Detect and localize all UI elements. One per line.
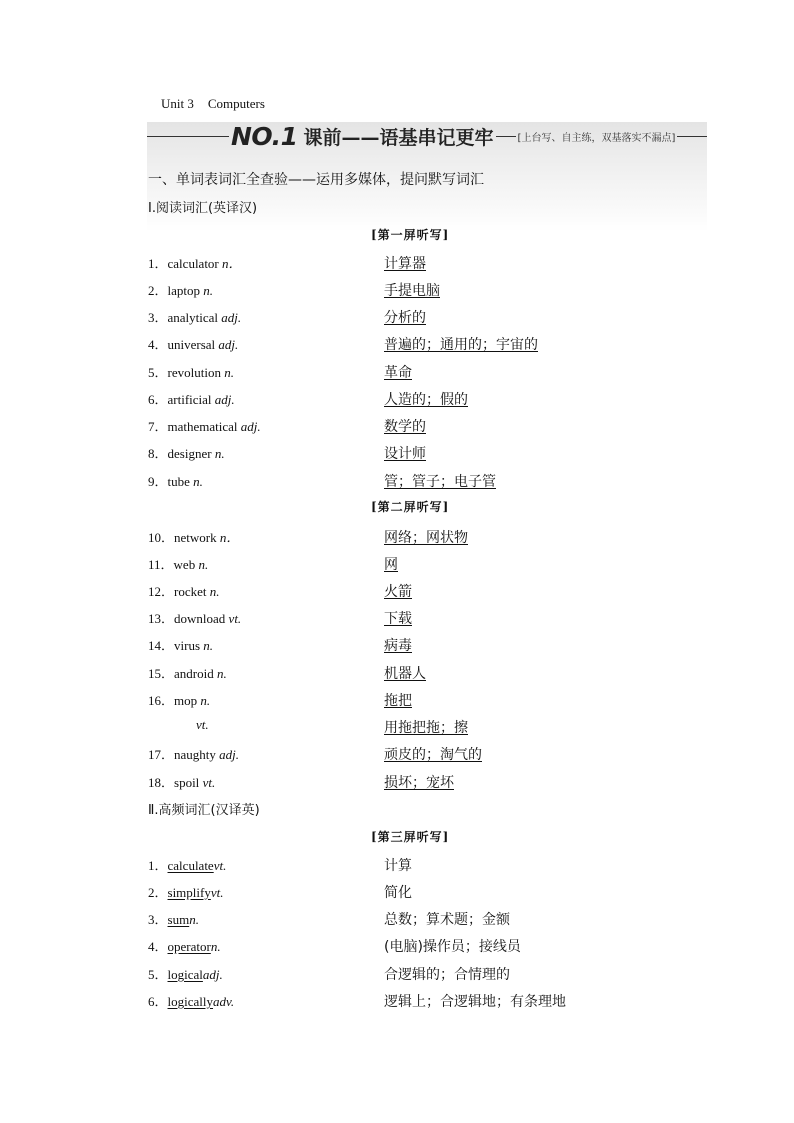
- part-of-speech: adj.: [214, 392, 235, 407]
- banner-number: NO.1: [231, 121, 298, 151]
- section-heading: 一、单词表词汇全查验——运用多媒体，提问默写词汇: [148, 172, 484, 188]
- vocab-answer: 人造的；假的: [384, 392, 468, 408]
- vocab-entry: [148, 280, 213, 299]
- vocab-entry: [148, 991, 234, 1010]
- vocab-answer: 顽皮的；淘气的: [384, 747, 482, 763]
- vocab-word: artificial: [167, 392, 212, 407]
- vocab-word: simplify: [167, 885, 211, 900]
- vocab-answer: 手提电脑: [384, 283, 440, 299]
- vocab-row: [0, 772, 794, 792]
- part-of-speech: vt.: [196, 717, 209, 732]
- section-banner: [147, 122, 707, 150]
- vocab-row: [0, 635, 794, 655]
- vocab-row: [0, 389, 794, 409]
- item-number: 1．: [148, 858, 168, 873]
- vocab-word: mathematical: [167, 419, 238, 434]
- vocab-row: [0, 334, 794, 354]
- vocab-row: [0, 936, 794, 956]
- vocab-word: universal: [167, 337, 216, 352]
- item-number: 15．: [148, 666, 175, 681]
- item-number: 6．: [148, 392, 168, 407]
- vocab-entry: [148, 554, 208, 573]
- vocab-word: web: [173, 557, 196, 572]
- vocab-entry: [148, 909, 199, 928]
- part-of-speech: n.: [203, 283, 214, 298]
- item-number: 7．: [148, 419, 168, 434]
- vocab-answer: 网: [384, 557, 398, 573]
- unit-number: Unit 3: [161, 96, 194, 111]
- vocab-row: [0, 663, 794, 683]
- vocab-entry: [148, 389, 235, 408]
- item-number: 18．: [148, 775, 175, 790]
- vocab-word: designer: [167, 446, 212, 461]
- item-number: 3．: [148, 912, 168, 927]
- vocab-entry: [196, 717, 209, 733]
- item-number: 14．: [148, 638, 175, 653]
- part-of-speech: adj.: [202, 967, 223, 982]
- vocab-word: virus: [174, 638, 201, 653]
- item-number: 13．: [148, 611, 175, 626]
- vocab-word: download: [174, 611, 226, 626]
- vocab-entry: [148, 964, 223, 983]
- vocab-row: [0, 527, 794, 547]
- vocab-answer: 拖把: [384, 693, 412, 709]
- part-of-speech: n.: [216, 666, 227, 681]
- part-of-speech: n.: [209, 584, 220, 599]
- screen-label-3: [第三屏听写]: [371, 830, 450, 844]
- part-of-speech: n.: [203, 638, 214, 653]
- vocab-word: rocket: [174, 584, 207, 599]
- part-of-speech: vt.: [213, 858, 227, 873]
- vocab-word: mop: [174, 693, 198, 708]
- item-number: 3．: [148, 310, 168, 325]
- vocab-row: [0, 443, 794, 463]
- vocab-word: naughty: [174, 747, 216, 762]
- part-of-speech: vt.: [202, 775, 216, 790]
- vocab-row: [0, 744, 794, 764]
- banner-note: [上台写、自主练，双基落实不漏点]: [517, 132, 676, 144]
- part-of-speech: n.: [210, 939, 221, 954]
- item-number: 16．: [148, 693, 175, 708]
- part-of-speech: n．: [222, 256, 242, 271]
- vocab-row: [0, 964, 794, 984]
- item-number: 11．: [148, 557, 174, 572]
- vocab-word: spoil: [174, 775, 200, 790]
- vocab-entry: [148, 635, 213, 654]
- item-number: 2．: [148, 283, 168, 298]
- item-number: 12．: [148, 584, 175, 599]
- vocab-entry: [148, 471, 203, 490]
- vocab-answer: 计算器: [384, 256, 426, 272]
- banner-title: 课前——语基串记更牢: [303, 126, 494, 149]
- vocab-answer: 管；管子；电子管: [384, 474, 496, 490]
- vocab-word: analytical: [167, 310, 219, 325]
- vocab-answer: 病毒: [384, 638, 412, 654]
- vocab-word: tube: [167, 474, 190, 489]
- part-of-speech: n.: [193, 474, 203, 489]
- vocab-entry: [148, 744, 239, 763]
- part-of-speech: n.: [214, 446, 225, 461]
- vocab-entry: [148, 527, 239, 546]
- item-number: 8．: [148, 446, 168, 461]
- vocab-word: revolution: [167, 365, 221, 380]
- vocab-answer: 普遍的；通用的；宇宙的: [384, 337, 538, 353]
- item-number: 4．: [148, 337, 168, 352]
- banner-rule-mid: [496, 136, 516, 137]
- screen-label-2: [第二屏听写]: [371, 500, 450, 514]
- part-of-speech: n.: [200, 693, 211, 708]
- part-of-speech: adj.: [219, 747, 240, 762]
- vocab-word: android: [174, 666, 214, 681]
- vocab-answer: 总数；算术题；金额: [384, 912, 510, 928]
- vocab-word: logical: [167, 967, 203, 982]
- part-of-speech: n.: [189, 912, 199, 927]
- vocab-row: [0, 909, 794, 929]
- vocab-answer: 机器人: [384, 666, 426, 682]
- part-of-speech: adj.: [221, 310, 242, 325]
- vocab-entry: [148, 581, 220, 600]
- item-number: 4．: [148, 939, 168, 954]
- vocab-entry: [148, 936, 221, 955]
- part-of-speech: adv.: [213, 994, 235, 1009]
- vocab-answer: 设计师: [384, 446, 426, 462]
- vocab-word: operator: [167, 939, 211, 954]
- vocab-answer: (电脑)操作员；接线员: [384, 939, 521, 955]
- vocab-row: [0, 882, 794, 902]
- vocab-entry: [148, 855, 226, 874]
- vocab-answer: 火箭: [384, 584, 412, 600]
- vocab-answer: 用拖把拖；擦: [384, 720, 468, 736]
- vocab-word: calculate: [167, 858, 214, 873]
- part-of-speech: adj.: [218, 337, 239, 352]
- vocab-row: [0, 855, 794, 875]
- vocab-row: [0, 416, 794, 436]
- part-of-speech: n．: [219, 530, 240, 545]
- vocab-row: [0, 690, 794, 710]
- item-number: 5．: [148, 967, 168, 982]
- screen-label-1: [第一屏听写]: [371, 228, 450, 242]
- part-of-speech: vt.: [210, 885, 224, 900]
- part-of-speech: adj.: [240, 419, 261, 434]
- part-of-speech: vt.: [228, 611, 242, 626]
- vocab-word: network: [174, 530, 217, 545]
- vocab-answer: 简化: [384, 885, 412, 901]
- part-of-speech: n.: [224, 365, 234, 380]
- vocab-row: [0, 717, 794, 737]
- vocab-row: [0, 608, 794, 628]
- banner-rule-left: [147, 136, 229, 137]
- vocab-row: [0, 362, 794, 382]
- vocab-row: [0, 554, 794, 574]
- item-number: 10．: [148, 530, 175, 545]
- item-number: 5．: [148, 365, 168, 380]
- unit-header: [161, 96, 265, 112]
- vocab-answer: 网络；网状物: [384, 530, 468, 546]
- vocab-answer: 下载: [384, 611, 412, 627]
- item-number: 1．: [148, 256, 168, 271]
- vocab-entry: [148, 608, 241, 627]
- vocab-row: [0, 253, 794, 273]
- vocab-row: [0, 471, 794, 491]
- vocab-entry: [148, 663, 227, 682]
- vocab-answer: 数学的: [384, 419, 426, 435]
- item-number: 2．: [148, 885, 168, 900]
- item-number: 9．: [148, 474, 168, 489]
- vocab-answer: 逻辑上；合逻辑地；有条理地: [384, 994, 566, 1010]
- vocab-answer: 革命: [384, 365, 412, 381]
- vocab-entry: [148, 416, 261, 435]
- vocab-entry: [148, 690, 210, 709]
- item-number: 17．: [148, 747, 175, 762]
- vocab-row: [0, 280, 794, 300]
- part2-heading: Ⅱ.高频词汇(汉译英): [148, 803, 260, 818]
- part-of-speech: n.: [198, 557, 209, 572]
- vocab-answer: 合逻辑的；合情理的: [384, 967, 510, 983]
- vocab-answer: 分析的: [384, 310, 426, 326]
- part1-heading: Ⅰ.阅读词汇(英译汉): [148, 201, 258, 216]
- vocab-word: laptop: [167, 283, 201, 298]
- vocab-row: [0, 991, 794, 1011]
- vocab-entry: [148, 334, 238, 353]
- vocab-entry: [148, 307, 241, 326]
- vocab-word: sum: [167, 912, 190, 927]
- vocab-row: [0, 307, 794, 327]
- item-number: 6．: [148, 994, 168, 1009]
- vocab-entry: [148, 253, 242, 272]
- vocab-entry: [148, 362, 234, 381]
- vocab-entry: [148, 882, 224, 901]
- vocab-answer: 计算: [384, 858, 412, 874]
- vocab-entry: [148, 772, 215, 791]
- vocab-word: logically: [167, 994, 214, 1009]
- banner-rule-right: [677, 136, 707, 137]
- vocab-entry: [148, 443, 225, 462]
- vocab-answer: 损坏；宠坏: [384, 775, 454, 791]
- vocab-row: [0, 581, 794, 601]
- vocab-word: calculator: [167, 256, 219, 271]
- unit-topic: Computers: [207, 96, 265, 111]
